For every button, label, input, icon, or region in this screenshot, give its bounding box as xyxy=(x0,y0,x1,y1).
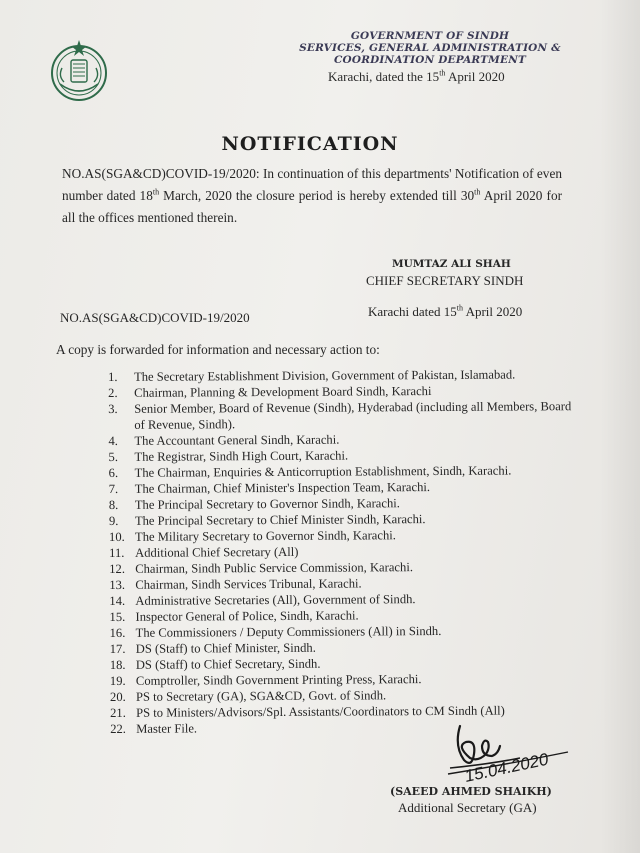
list-item-number: 2. xyxy=(108,385,118,400)
list-item-number: 18. xyxy=(109,657,126,672)
list-item-number: 16. xyxy=(109,625,126,640)
list-item-number: 5. xyxy=(108,449,119,464)
list-item-number: 12. xyxy=(109,561,126,576)
signatory-additional-secretary xyxy=(390,785,552,816)
header-department-1: SERVICES, GENERAL ADMINISTRATION & xyxy=(299,42,561,54)
list-item-text: The Commissioners / Deputy Commissioners (All) in Sindh. xyxy=(135,623,442,640)
signatory2-name: (SAEED AHMED SHAIKH) xyxy=(390,785,552,798)
list-item-text: The Secretary Establishment Division, Government of Pakistan, Islamabad. xyxy=(133,367,516,384)
endorsement-ref: NO.AS(SGA&CD)COVID-19/2020 xyxy=(60,310,250,325)
list-item-number: 13. xyxy=(109,577,126,592)
list-item-number: 4. xyxy=(108,433,118,448)
list-item-number: 22. xyxy=(110,721,126,736)
handwritten-signature-icon xyxy=(430,716,580,796)
list-item-number: 7. xyxy=(108,481,119,496)
header-govt: GOVERNMENT OF SINDH xyxy=(350,30,510,42)
signatory-name: MUMTAZ ALI SHAH xyxy=(392,258,511,270)
list-item-text: Senior Member, Board of Revenue (Sindh), Hyderabad (including all Members, Board of Revenue, Sindh). xyxy=(134,399,572,432)
government-seal-icon xyxy=(46,38,112,104)
endorsement-date: Karachi dated 15th April 2020 xyxy=(368,303,523,319)
list-item-text: The Chairman, Chief Minister's Inspection Team, Karachi. xyxy=(134,479,431,496)
list-item-number: 21. xyxy=(110,705,126,720)
list-item-text: Inspector General of Police, Sindh, Karachi. xyxy=(135,607,359,624)
signatory-designation: CHIEF SECRETARY SINDH xyxy=(366,273,524,288)
list-item-text: The Chairman, Enquiries & Anticorruption Establishment, Sindh, Karachi. xyxy=(134,463,512,480)
handwritten-date: 15.04.2020 xyxy=(462,749,551,786)
list-item-number: 9. xyxy=(108,513,119,528)
list-item-number: 6. xyxy=(108,465,119,480)
list-item-text: The Principal Secretary to Chief Minister Sindh, Karachi. xyxy=(134,511,426,528)
list-item-number: 10. xyxy=(108,529,125,544)
list-item-text: PS to Ministers/Advisors/Spl. Assistants/Coordinators to CM Sindh (All) xyxy=(136,703,505,720)
list-item-text: Master File. xyxy=(136,720,198,736)
list-item-number: 3. xyxy=(108,401,118,416)
list-item-number: 1. xyxy=(108,369,118,384)
list-item xyxy=(108,399,578,433)
recipients-list xyxy=(108,367,580,737)
list-item-number: 11. xyxy=(109,545,125,560)
header-department-2: COORDINATION DEPARTMENT xyxy=(333,54,527,66)
list-item-text: DS (Staff) to Chief Minister, Sindh. xyxy=(135,640,316,656)
list-item-number: 14. xyxy=(109,593,126,608)
list-item-number: 15. xyxy=(109,609,126,624)
list-item-number: 17. xyxy=(109,641,126,656)
list-item-text: The Accountant General Sindh, Karachi. xyxy=(134,432,340,448)
list-item-text: Administrative Secretaries (All), Government of Sindh. xyxy=(135,591,416,608)
list-item-text: DS (Staff) to Chief Secretary, Sindh. xyxy=(135,656,321,672)
list-item-text: Additional Chief Secretary (All) xyxy=(135,544,299,560)
page-shadow xyxy=(600,0,640,853)
list-item-text: Chairman, Planning & Development Board Sindh, Karachi xyxy=(134,384,432,400)
list-item-number: 8. xyxy=(108,497,119,512)
list-item-text: Chairman, Sindh Services Tribunal, Karachi. xyxy=(135,575,362,592)
list-item-number: 20. xyxy=(109,689,126,704)
list-item-text: Chairman, Sindh Public Service Commission, Karachi. xyxy=(135,559,413,576)
copy-forwarded-line: A copy is forwarded for information and necessary action to: xyxy=(56,342,380,357)
notification-body: NO.AS(SGA&CD)COVID-19/2020: In continuation of this departments' Notification of even number dated 18th March, 2020 the closure period is hereby extended till 30th April 2020 for all the offices mentioned therein. xyxy=(62,166,563,225)
notification-title: NOTIFICATION xyxy=(221,133,399,155)
list-item-text: The Principal Secretary to Governor Sindh, Karachi. xyxy=(134,495,400,512)
list-item-text: The Military Secretary to Governor Sindh, Karachi. xyxy=(134,527,396,544)
list-item-number: 19. xyxy=(109,673,126,688)
list-item-text: The Registrar, Sindh High Court, Karachi. xyxy=(134,448,349,464)
list-item-text: Comptroller, Sindh Government Printing Press, Karachi. xyxy=(135,671,422,688)
header-date: Karachi, dated the 15th April 2020 xyxy=(328,68,505,84)
signatory-chief-secretary xyxy=(366,258,546,289)
list-item-text: PS to Secretary (GA), SGA&CD, Govt. of Sindh. xyxy=(135,687,387,704)
signatory2-designation: Additional Secretary (GA) xyxy=(398,800,537,815)
